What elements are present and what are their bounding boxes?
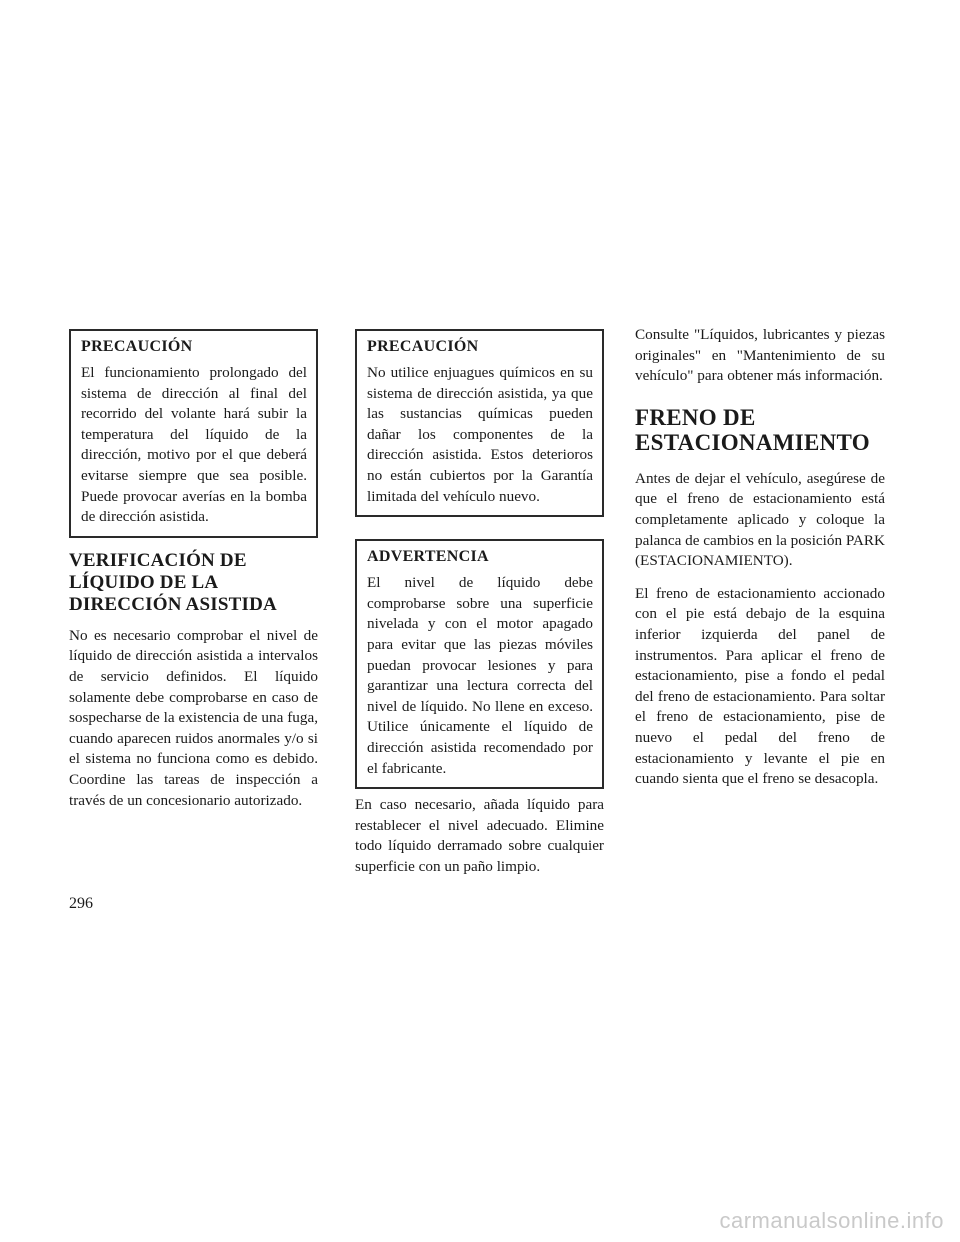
column-left bbox=[69, 329, 318, 811]
caution-text: El funcionamiento prolongado del sistema de dirección al final del recorrido del volante hará subir la temperatura del líquido de la dirección, motivo por el que deberá evitarse siempre que sea posible. Puede provocar averías en la bomba de dirección asistida. bbox=[81, 364, 307, 526]
warning-text: El nivel de líquido debe comprobarse sobre una superficie nivelada y con el motor apagado para evitar que las piezas móviles puedan provocar lesiones y para garantizar una lectura correcta del nivel de líquido. No llene en exceso. Utilice únicamente el líquido de dirección asistida recomendado por el fabricante. bbox=[367, 574, 593, 777]
caution-box bbox=[69, 329, 318, 538]
caution-title: PRECAUCIÓN bbox=[367, 338, 479, 355]
column-right bbox=[635, 325, 885, 790]
reference-paragraph: Consulte "Líquidos, lubricantes y piezas originales" en "Mantenimiento de su vehículo" para obtener más información. bbox=[635, 326, 885, 385]
section-heading-parking-brake: FRENO DE ESTACIONAMIENTO bbox=[635, 404, 870, 455]
warning-box bbox=[355, 539, 604, 789]
parking-brake-paragraph-2: El freno de estacionamiento accionado con el pie está debajo de la esquina inferior izquierda del panel de instrumentos. Para aplicar el freno de estacionamiento, pise a fondo el pedal del freno de estacionamiento. Para soltar el freno de estacionamiento, pise de nuevo el pedal del freno de estacionamiento y levante el pie en cuando sienta que el freno se desacopla. bbox=[635, 584, 885, 788]
section-heading-power-steering: VERIFICACIÓN DE LÍQUIDO DE LA DIRECCIÓN ASISTIDA bbox=[69, 549, 277, 615]
power-steering-paragraph: No es necesario comprobar el nivel de líquido de dirección asistida a intervalos de servicio definidos. El líquido solamente debe comprobarse en caso de sospecharse de la existencia de una fuga, cuando aparecen ruidos anormales y/o si el sistema no funciona como es debido. Coordine las tareas de inspección a través de un concesionario autorizado. bbox=[69, 626, 318, 809]
refill-paragraph: En caso necesario, añada líquido para restablecer el nivel adecuado. Elimine todo líquido derramado sobre cualquier superficie con un paño limpio. bbox=[355, 796, 604, 875]
column-middle bbox=[355, 329, 604, 877]
page-number: 296 bbox=[69, 895, 93, 912]
caution-title: PRECAUCIÓN bbox=[81, 338, 193, 355]
warning-title: ADVERTENCIA bbox=[367, 548, 489, 566]
parking-brake-paragraph-1: Antes de dejar el vehículo, asegúrese de que el freno de estacionamiento está completamente aplicado y coloque la palanca de cambios en la posición PARK (ESTACIONAMIENTO). bbox=[635, 469, 885, 570]
watermark: carmanualsonline.info bbox=[719, 1208, 944, 1233]
caution-box bbox=[355, 329, 604, 517]
caution-text: No utilice enjuagues químicos en su sistema de dirección asistida, ya que las sustancias químicas pueden dañar los componentes de la dirección asistida. Estos deterioros no están cubiertos por la Garantía limitada del vehículo nuevo. bbox=[367, 364, 593, 505]
